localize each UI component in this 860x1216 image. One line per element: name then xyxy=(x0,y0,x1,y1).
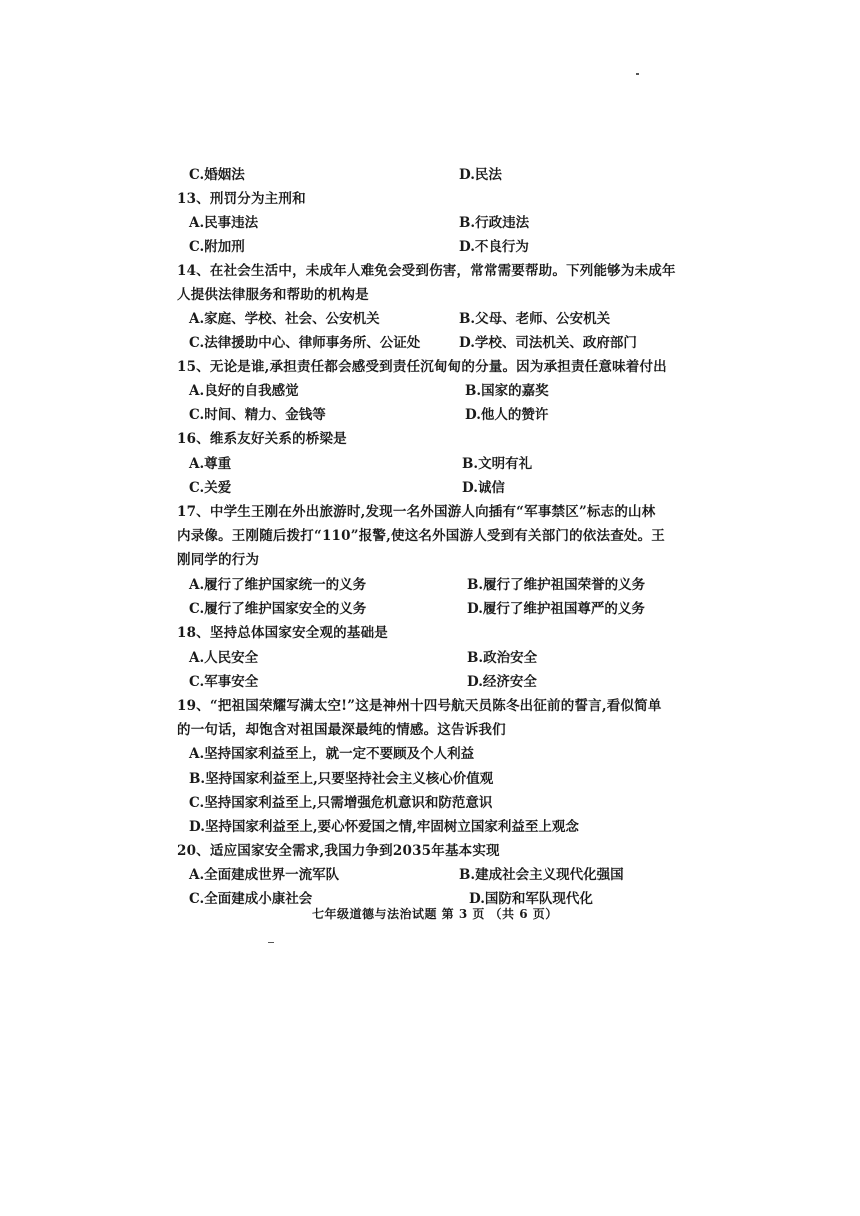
option-b: B.文明有礼 xyxy=(462,456,533,472)
option-c: C.婚姻法 xyxy=(189,167,245,183)
question-stem-cont: 刚同学的行为 xyxy=(177,552,260,568)
option-c: C.全面建成小康社会 xyxy=(189,891,313,907)
option-d: D.民法 xyxy=(459,167,502,183)
question-stem: 14、在社会生活中，未成年人难免会受到伤害，常常需要帮助。下列能够为未成年 xyxy=(177,263,676,279)
option-a: A.良好的自我感觉 xyxy=(189,383,299,399)
option-b: B.建成社会主义现代化强国 xyxy=(459,867,624,883)
scan-speck xyxy=(268,942,274,943)
option-d: D.履行了维护祖国尊严的义务 xyxy=(467,601,645,617)
option-a: A.履行了维护国家统一的义务 xyxy=(189,577,367,593)
option-d: D.他人的赞许 xyxy=(465,407,549,423)
option-a: A.全面建成世界一流军队 xyxy=(189,867,340,883)
option-c: C.时间、精力、金钱等 xyxy=(189,407,326,423)
option-c: C.法律援助中心、律师事务所、公证处 xyxy=(189,335,421,351)
question-stem: 13、刑罚分为主刑和 xyxy=(177,191,306,207)
option-d: D.国防和军队现代化 xyxy=(469,891,593,907)
option-a: A.尊重 xyxy=(189,456,232,472)
option-b: B.行政违法 xyxy=(459,215,530,231)
option-a: A.人民安全 xyxy=(189,650,259,666)
page-footer: 七年级道德与法治试题 第 3 页 （共 6 页） xyxy=(312,907,558,921)
option-a: A.民事违法 xyxy=(189,215,259,231)
option-d: D.不良行为 xyxy=(459,239,529,255)
option-d: D.学校、司法机关、政府部门 xyxy=(459,335,637,351)
option-b: B.履行了维护祖国荣誉的义务 xyxy=(467,577,646,593)
option-d: D.诚信 xyxy=(462,480,505,496)
question-stem: 20、适应国家安全需求,我国力争到2035年基本实现 xyxy=(177,843,500,859)
option-c: C.附加刑 xyxy=(189,239,245,255)
question-stem-cont: 的一句话，却饱含对祖国最深最纯的情感。这告诉我们 xyxy=(177,722,506,738)
question-stem: 19、“把祖国荣耀写满太空!”这是神州十四号航天员陈冬出征前的誓言,看似简单 xyxy=(177,698,662,714)
option-c: C.关爱 xyxy=(189,480,232,496)
option-c: C.军事安全 xyxy=(189,674,259,690)
option-a: A.坚持国家利益至上，就一定不要顾及个人利益 xyxy=(189,746,475,762)
question-stem-cont: 内录像。王刚随后拨打“110”报警,使这名外国游人受到有关部门的依法查处。王 xyxy=(177,528,666,544)
option-d: D.经济安全 xyxy=(467,674,537,690)
option-b: B.国家的嘉奖 xyxy=(465,383,549,399)
option-a: A.家庭、学校、社会、公安机关 xyxy=(189,311,380,327)
question-stem: 15、无论是谁,承担责任都会感受到责任沉甸甸的分量。因为承担责任意味着付出 xyxy=(177,359,667,375)
option-b: B.坚持国家利益至上,只要坚持社会主义核心价值观 xyxy=(189,771,494,787)
question-stem: 18、坚持总体国家安全观的基础是 xyxy=(177,625,388,641)
question-stem: 16、维系友好关系的桥梁是 xyxy=(177,431,347,447)
scan-speck xyxy=(636,73,639,75)
question-stem: 17、中学生王刚在外出旅游时,发现一名外国游人向插有“军事禁区”标志的山林 xyxy=(177,504,656,520)
option-c: C.坚持国家利益至上,只需增强危机意识和防范意识 xyxy=(189,795,493,811)
option-b: B.政治安全 xyxy=(467,650,538,666)
option-d: D.坚持国家利益至上,要心怀爱国之情,牢固树立国家利益至上观念 xyxy=(189,819,579,835)
option-b: B.父母、老师、公安机关 xyxy=(459,311,611,327)
option-c: C.履行了维护国家安全的义务 xyxy=(189,601,367,617)
question-stem-cont: 人提供法律服务和帮助的机构是 xyxy=(177,287,369,303)
